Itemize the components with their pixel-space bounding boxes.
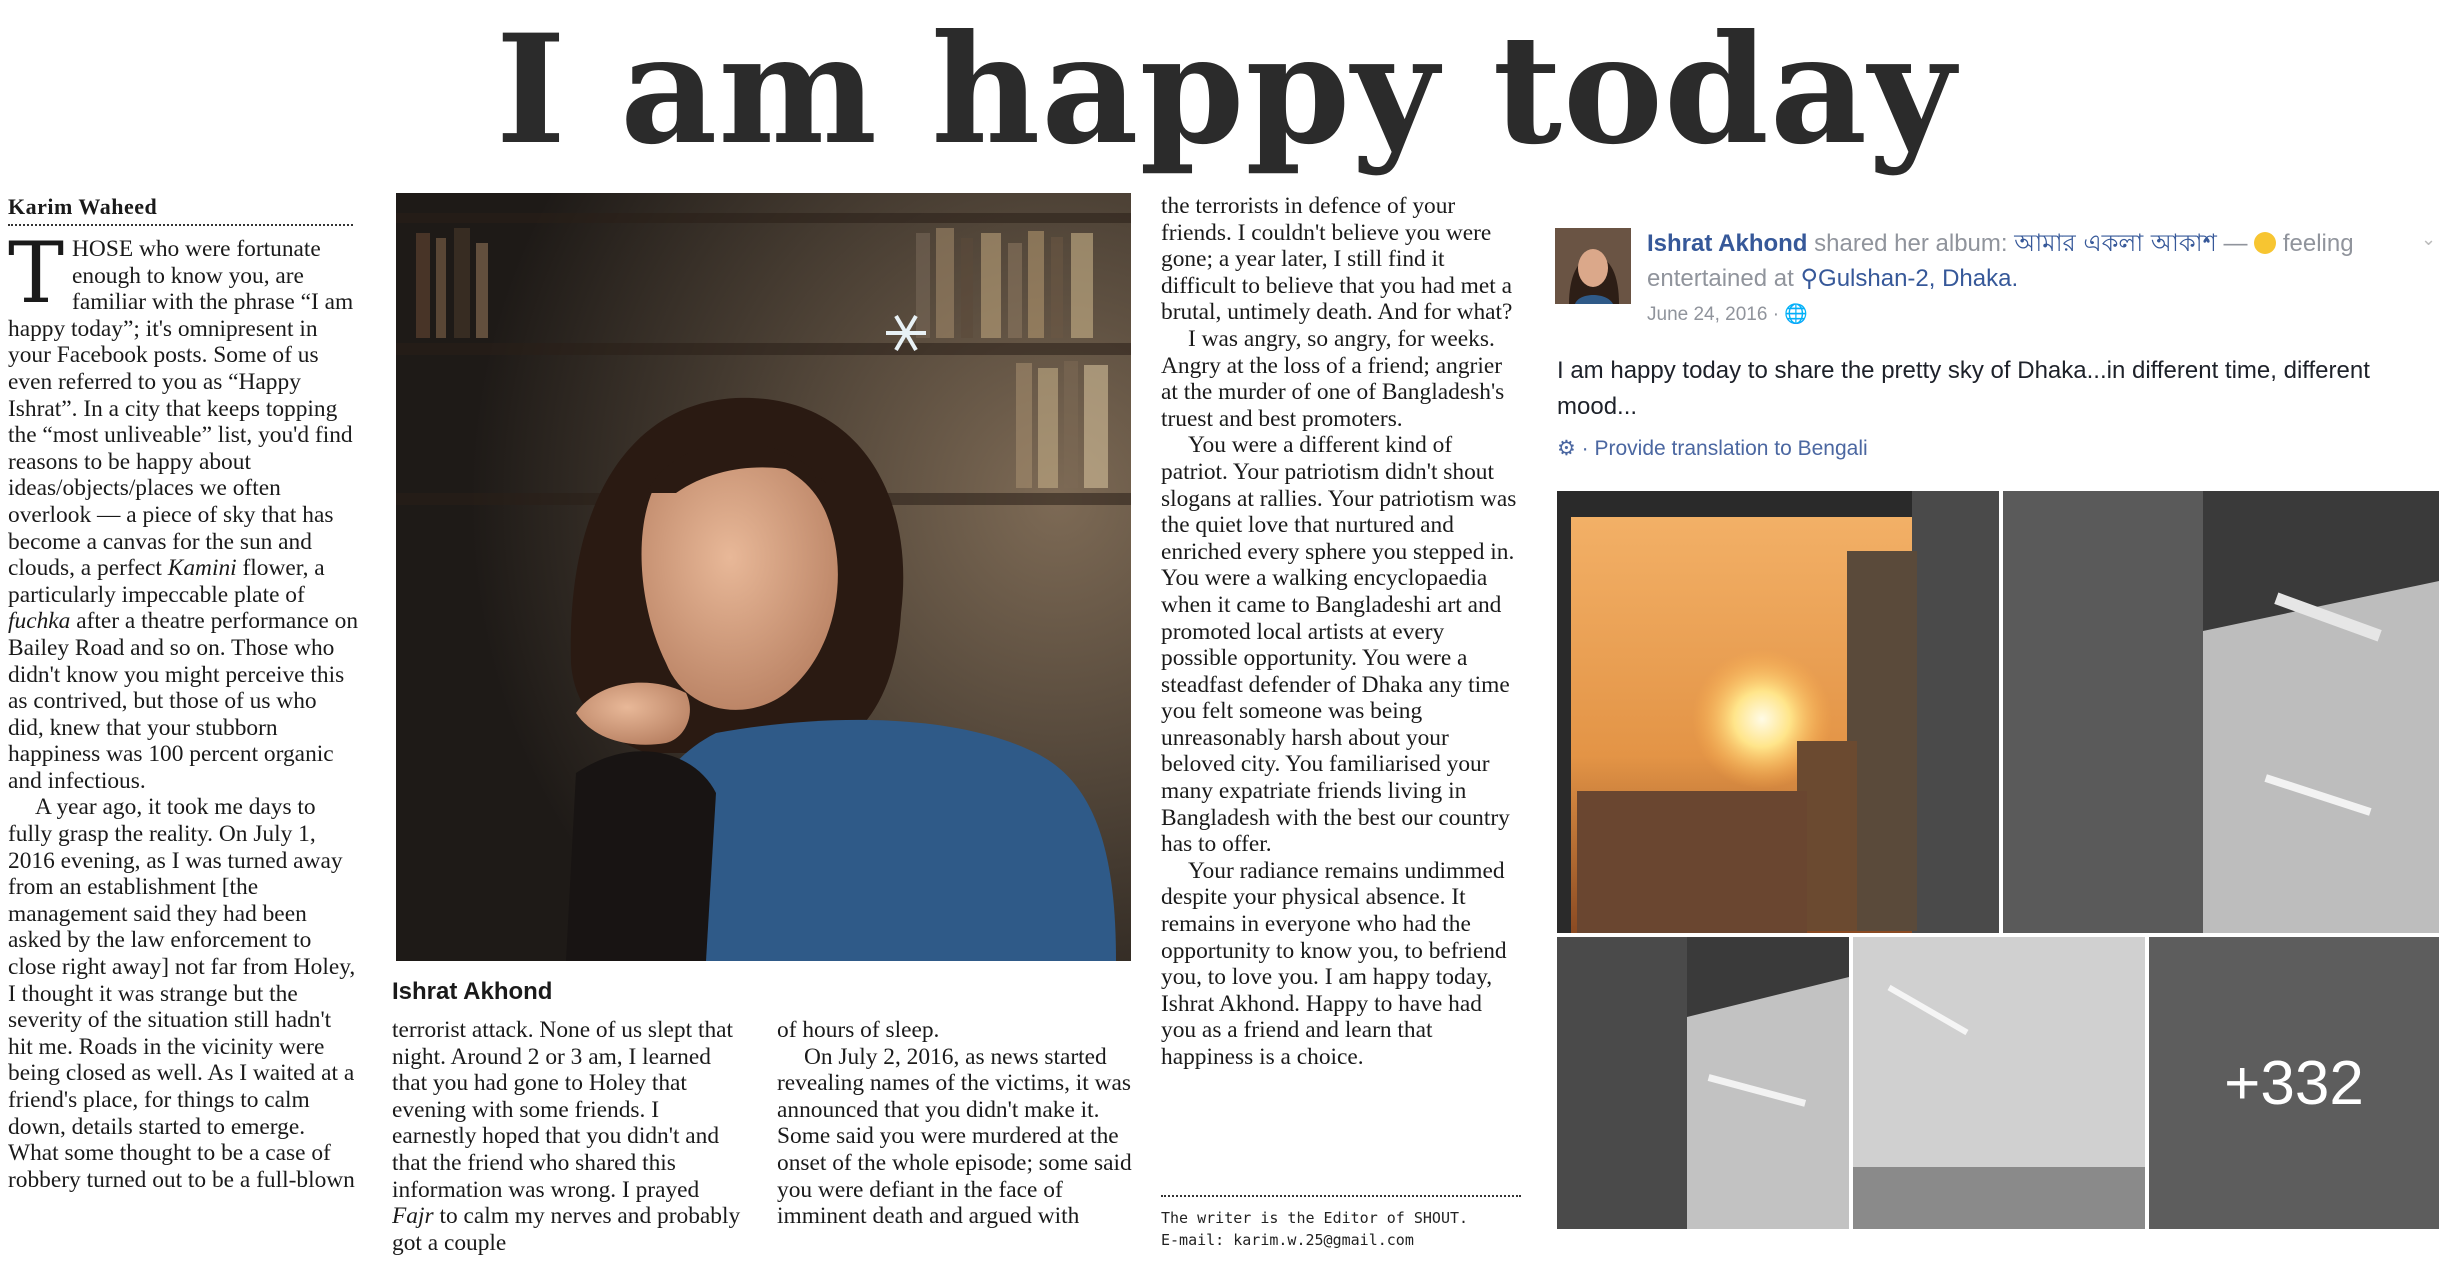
chevron-down-icon[interactable]: ⌄	[2421, 229, 2437, 249]
portrait-illustration	[396, 193, 1131, 961]
gear-icon: ⚙	[1557, 437, 1576, 460]
location-link[interactable]: Gulshan-2, Dhaka.	[1818, 265, 2019, 292]
rainy-window-photo	[1853, 937, 2145, 1229]
sunset-photo	[1557, 491, 1999, 933]
avatar	[1555, 228, 1631, 304]
signoff-email: E-mail: karim.w.25@gmail.com	[1161, 1231, 1414, 1249]
laughing-emoji-icon	[2254, 232, 2276, 254]
rainy-window-photo	[2003, 491, 2439, 933]
album-photo-rainy-window-1[interactable]	[2003, 491, 2439, 933]
article-paragraph: I was angry, so angry, for weeks. Angry at the loss of a friend; angrier at the murder of one of Bangladesh's truest and best promoters.	[1161, 325, 1505, 432]
post-header: Ishrat Akhond shared her album: আমার একলা আকাশ — feeling entertained at ⚲Gulshan-2, Dhaka.	[1647, 229, 2354, 292]
translate-link[interactable]: ⚙ · Provide translation to Bengali	[1557, 437, 1868, 460]
album-photo-rainy-window-2[interactable]	[1557, 937, 1849, 1229]
rainy-window-photo	[1557, 937, 1849, 1229]
signoff-line: The writer is the Editor of SHOUT.	[1161, 1209, 1469, 1227]
post-date[interactable]: June 24, 2016 · 🌐	[1647, 304, 1808, 325]
globe-icon: 🌐	[1784, 304, 1808, 325]
article-paragraph: On July 2, 2016, as news started revealing names of the victims, it was announced that you didn't make it. Some said you were murdered at the onset of the whole episode; some said you were defiant in the face of imminent death and argued with	[777, 1043, 1132, 1230]
article-column-4	[1161, 193, 1521, 1183]
author-signoff	[1161, 1195, 1521, 1251]
photo-caption: Ishrat Akhond	[392, 978, 553, 1005]
album-link[interactable]: আমার একলা আকাশ	[2014, 229, 2217, 257]
album-photo-sunset[interactable]	[1557, 491, 1999, 933]
article-paragraph: Your radiance remains undimmed despite your physical absence. It remains in everyone who had the opportunity to know you, to befriend you, to love you. I am happy today, Ishrat Akhond. Happy to have had you as a friend and learn that happiness is a choice.	[1161, 857, 1507, 1070]
article-paragraph: terrorist attack. None of us slept that night. Around 2 or 3 am, I learned that you had gone to Holey that evening with some friends. I earnestly hoped that you didn't and that the friend who shared this information was wrong. I prayed Fajr to calm my nerves and probably got a couple	[392, 1017, 741, 1256]
article-paragraph: THOSE who were fortunate enough to know you, are familiar with the phrase “I am happy today”; it's omnipresent in your Facebook posts. Some of us even referred to you as “Happy Ishrat”. In a city that keeps topping the “most unliveable” list, you'd find reasons to be happy about ideas/objects/places we often overlook — a piece of sky that has become a canvas for the sun and clouds, a perfect Kamini flower, a particularly impeccable plate of fuchka after a theatre performance on Bailey Road and so on. Those who didn't know you might perceive this as contrived, but those of us who did, knew that your stubborn happiness was 100 percent organic and infectious.	[8, 236, 358, 794]
article-column-3	[777, 1017, 1137, 1257]
post-body: I am happy today to share the pretty sky of Dhaka...in different time, different mood...	[1557, 357, 2370, 420]
avatar-image	[1555, 228, 1631, 304]
poster-name[interactable]: Ishrat Akhond	[1647, 230, 1808, 257]
portrait-photo	[396, 193, 1131, 961]
article-column-2	[392, 1017, 744, 1257]
drop-cap: T	[8, 236, 65, 322]
article-column-1	[8, 236, 358, 1256]
article-paragraph: of hours of sleep.	[777, 1017, 940, 1043]
article-paragraph: the terrorists in defence of your friends. I couldn't believe you were gone; a year later, I still find it difficult to believe that you had met a brutal, untimely death. And for what?	[1161, 193, 1513, 326]
article-paragraph: You were a different kind of patriot. Your patriotism didn't shout slogans at rallies. Your patriotism was the quiet love that nurtured and enriched every sphere you stepped in. You were a walking encyclopaedia when it came to Bangladeshi art and promoted local artists at every possible opportunity. You were a steadfast defender of Dhaka any time you felt someone was being unreasonably harsh about your beloved city. You familiarised your many expatriate friends living in Bangladesh with the best our country has to offer.	[1161, 432, 1517, 858]
headline: I am happy today	[495, 2, 1957, 178]
album-photo-more[interactable]	[2149, 937, 2439, 1229]
byline: Karim Waheed	[8, 194, 353, 226]
location-pin-icon: ⚲	[1800, 265, 1819, 292]
article-paragraph: A year ago, it took me days to fully grasp the reality. On July 1, 2016 evening, as I was turned away from an establishment [the management said they had been asked by the law enforcement to close right away] not far from Holey, I thought it was strange but the severity of the situation still hadn't hit me. Roads in the vicinity were being closed as well. As I waited at a friend's place, for things to calm down, details started to emerge. What some thought to be a case of robbery turned out to be a full-blown	[8, 794, 356, 1193]
album-photo-rainy-window-3[interactable]	[1853, 937, 2145, 1229]
more-photos-count: +332	[2224, 1048, 2364, 1118]
facebook-post-screenshot	[1555, 193, 2443, 1243]
